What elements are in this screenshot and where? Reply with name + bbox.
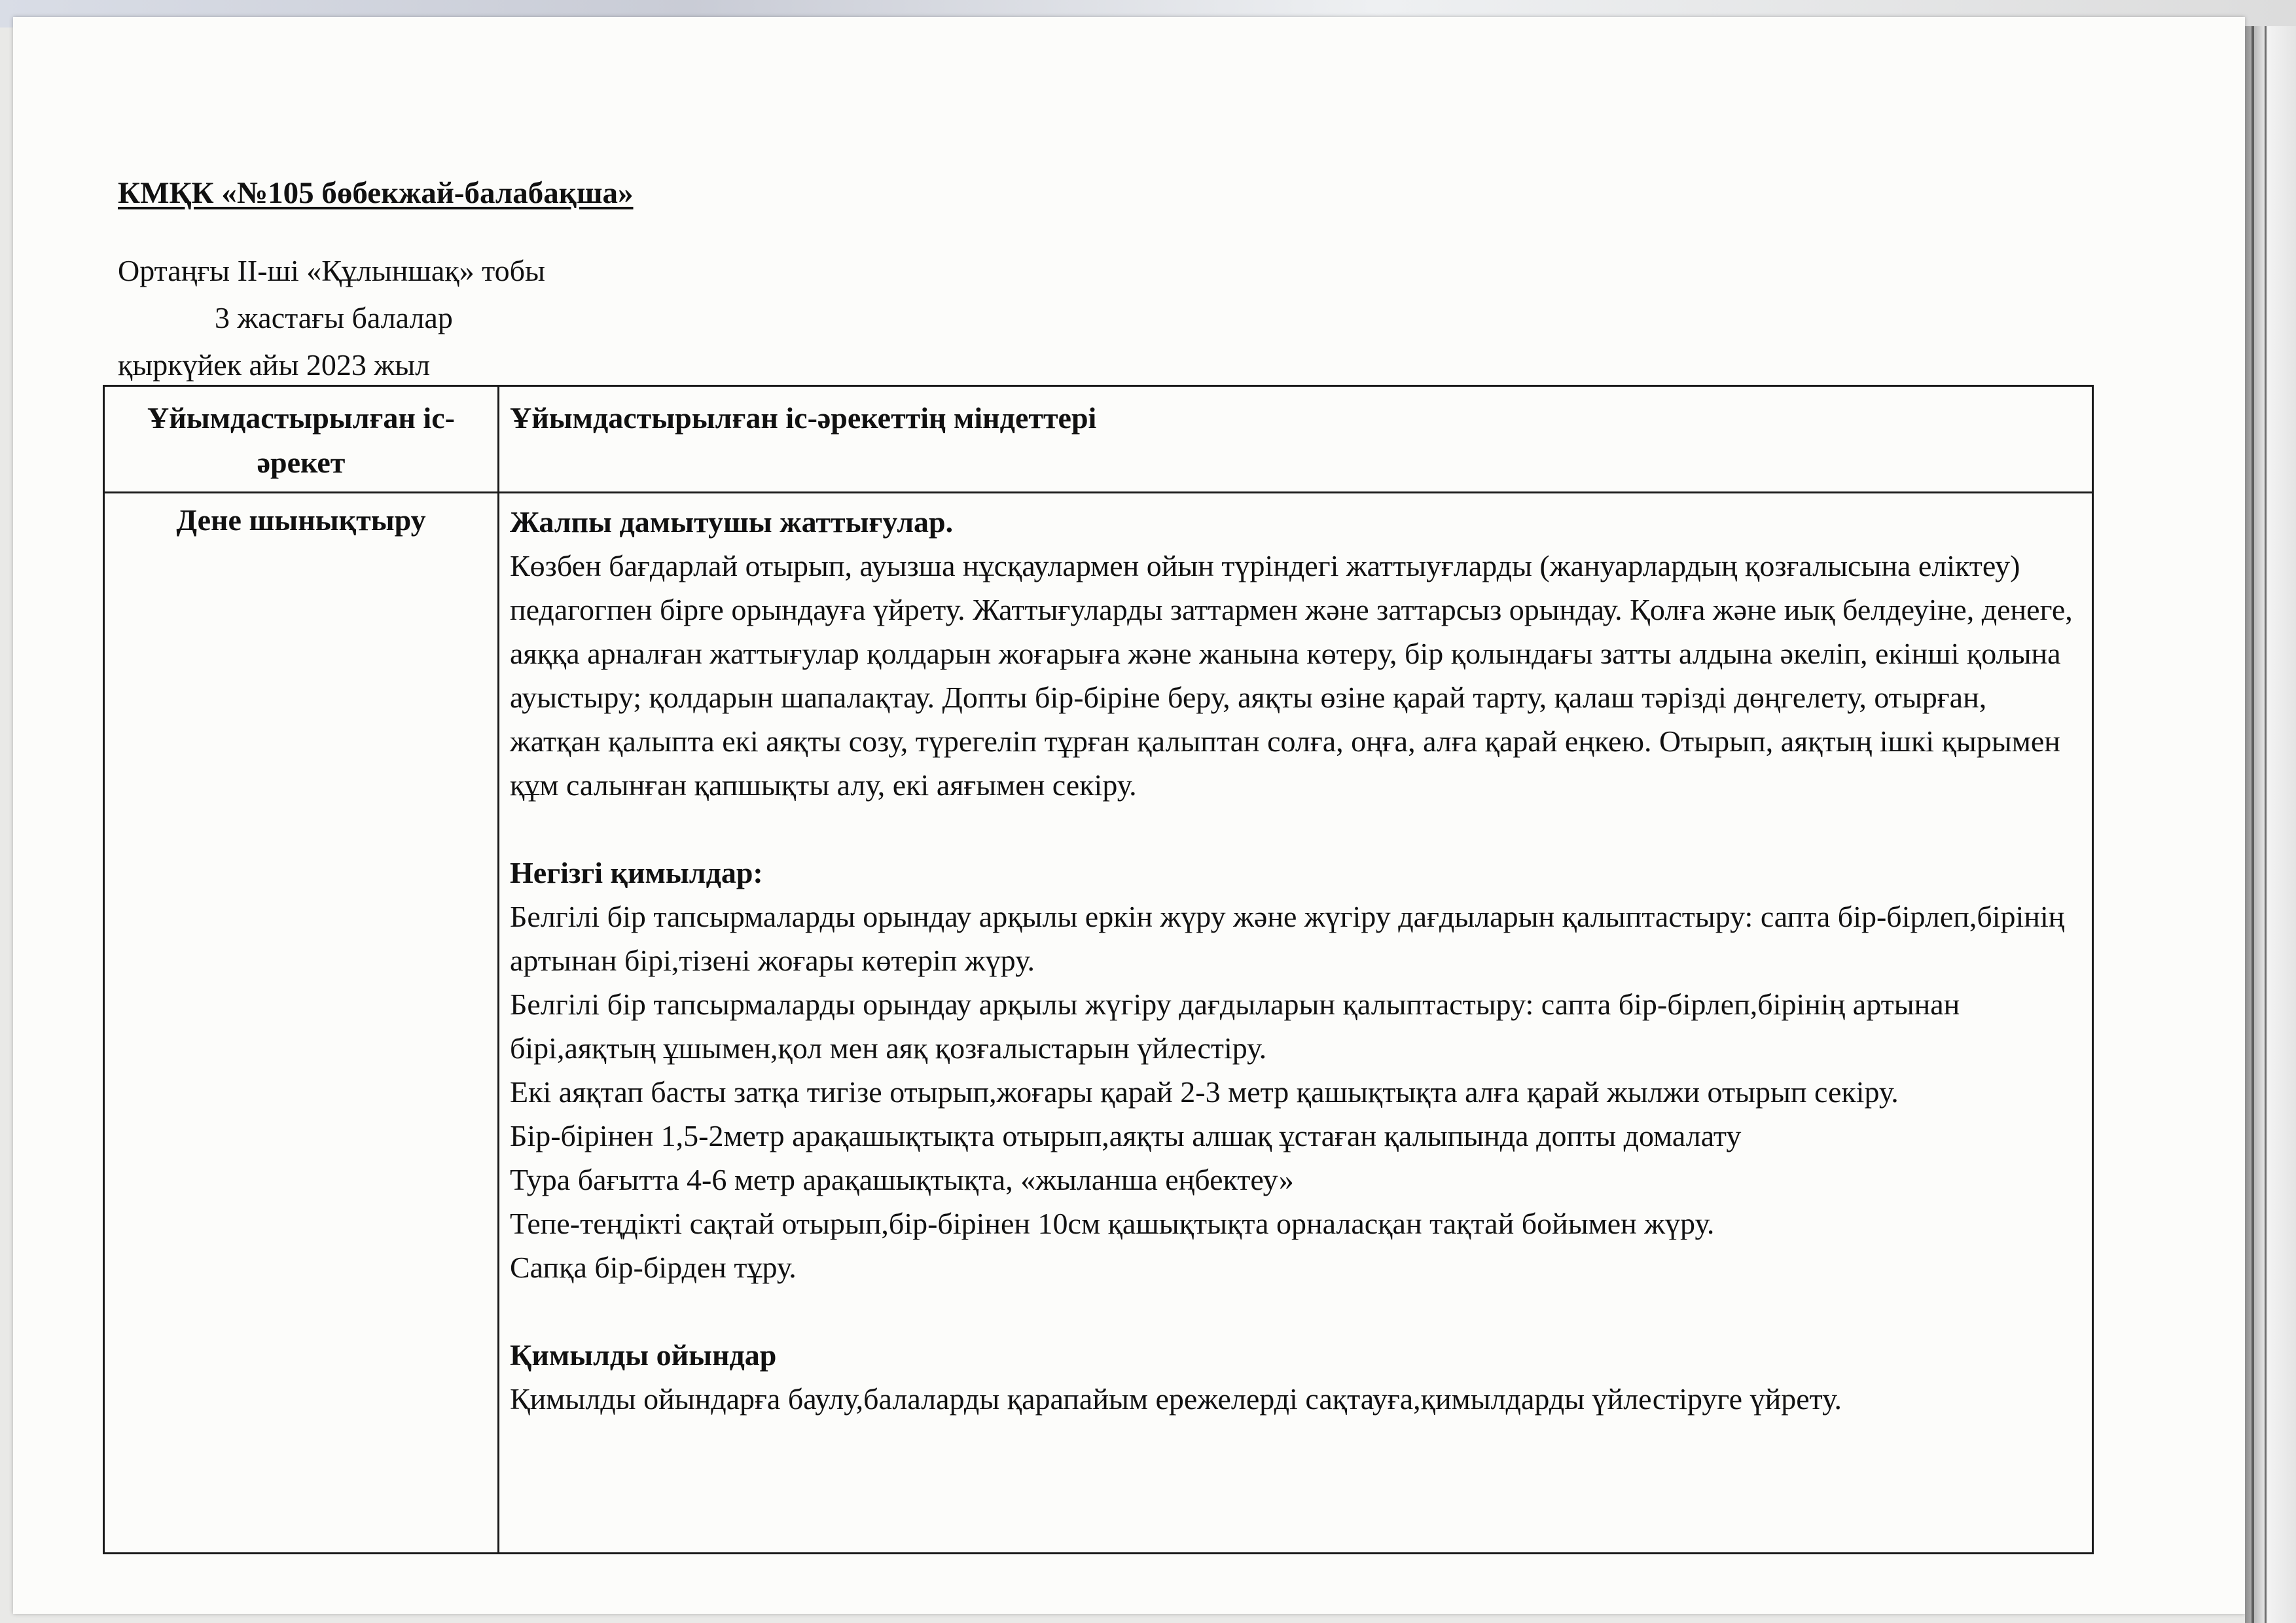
activity-name-cell: Дене шынықтыру <box>104 493 499 1554</box>
activity-plan-table <box>103 385 2094 1554</box>
section-paragraph: Қимылды ойындарға баулу,балаларды қарапайым ережелерді сақтауға,қимылдарды үйлестіруге үйрету. <box>510 1382 1842 1416</box>
document-header <box>118 175 1034 389</box>
section-paragraph: Бір-бірінен 1,5-2метр арақашықтықта отырып,аяқты алшақ ұстаған қалыпында допты домалату <box>510 1119 1742 1152</box>
section-paragraph: Көзбен бағдарлай отырып, ауызша нұсқаулармен ойын түріндегі жаттыуғларды (жануарлардың қозғалысына еліктеу) педагогпен бірге орындауға үйрету. Жаттығуларды заттармен және заттарсыз орындау. Қолға және иық белдеуіне, денеге, аяққа арналған жаттығулар қолдарын жоғарыға және жанына көтеру, бір қолындағы затты алдына әкеліп, екінші қолына ауыстыру; қолдарын шапалақтау. Допты бір-біріне беру, аяқты өзіне қарай тарту, қалаш тәрізді дөңгелету, отырған, жатқан қалыпта екі аяқты созу, түрегеліп тұрған қалыптан солға, оңға, алға қарай еңкею. Отырып, аяқтың ішкі қырымен құм салынған қапшықты алу, екі аяғымен секіру. <box>510 549 2073 802</box>
date-line: қыркүйек айы 2023 жыл <box>118 348 431 382</box>
column-header-activity: Ұйымдастырылған іс-әрекет <box>104 386 499 493</box>
section-title: Қимылды ойындар <box>510 1338 777 1372</box>
section-title: Негізгі қимылдар: <box>510 856 763 889</box>
section-paragraph: Белгілі бір тапсырмаларды орындау арқылы жүгіру дағдыларын қалыптастыру: сапта бір-бірлеп,бірінің артынан бірі,аяқтың ұшымен,қол мен аяқ қозғалыстарын үйлестіру. <box>510 988 1960 1065</box>
stacked-pages-edge <box>2245 26 2296 1623</box>
section-paragraph: Белгілі бір тапсырмаларды орындау арқылы еркін жүру және жүгіру дағдыларын қалыптастыру: сапта бір-бірлеп,бірінің артынан бірі,тізені жоғары көтеріп жүру. <box>510 900 2065 977</box>
section-paragraph: Сапқа бір-бірден тұру. <box>510 1251 797 1284</box>
group-line: Ортаңғы II-ші «Құлыншақ» тобы <box>118 254 545 287</box>
column-header-objectives: Ұйымдастырылған іс-әрекеттің міндеттері <box>499 386 2093 493</box>
section-paragraph: Тура бағытта 4-6 метр арақашықтықта, «жыланша еңбектеу» <box>510 1163 1294 1196</box>
organization-name: КМҚК «№105 бөбекжай-балабақша» <box>118 176 634 210</box>
section-title: Жалпы дамытушы жаттығулар. <box>510 505 954 539</box>
age-line: 3 жастағы балалар <box>215 301 453 334</box>
section-spacer <box>510 807 2081 851</box>
section-paragraph: Екі аяқтап басты затқа тигізе отырып,жоғары қарай 2-3 метр қашықтықта алға қарай жылжи отырып секіру. <box>510 1075 1899 1109</box>
section-spacer <box>510 1289 2081 1333</box>
objectives-cell <box>499 493 2093 1554</box>
table-header-row <box>104 386 2093 493</box>
section-paragraph: Тепе-теңдікті сақтай отырып,бір-бірінен 10см қашықтықта орналасқан тақтай бойымен жүру. <box>510 1207 1715 1240</box>
table-row <box>104 493 2093 1554</box>
